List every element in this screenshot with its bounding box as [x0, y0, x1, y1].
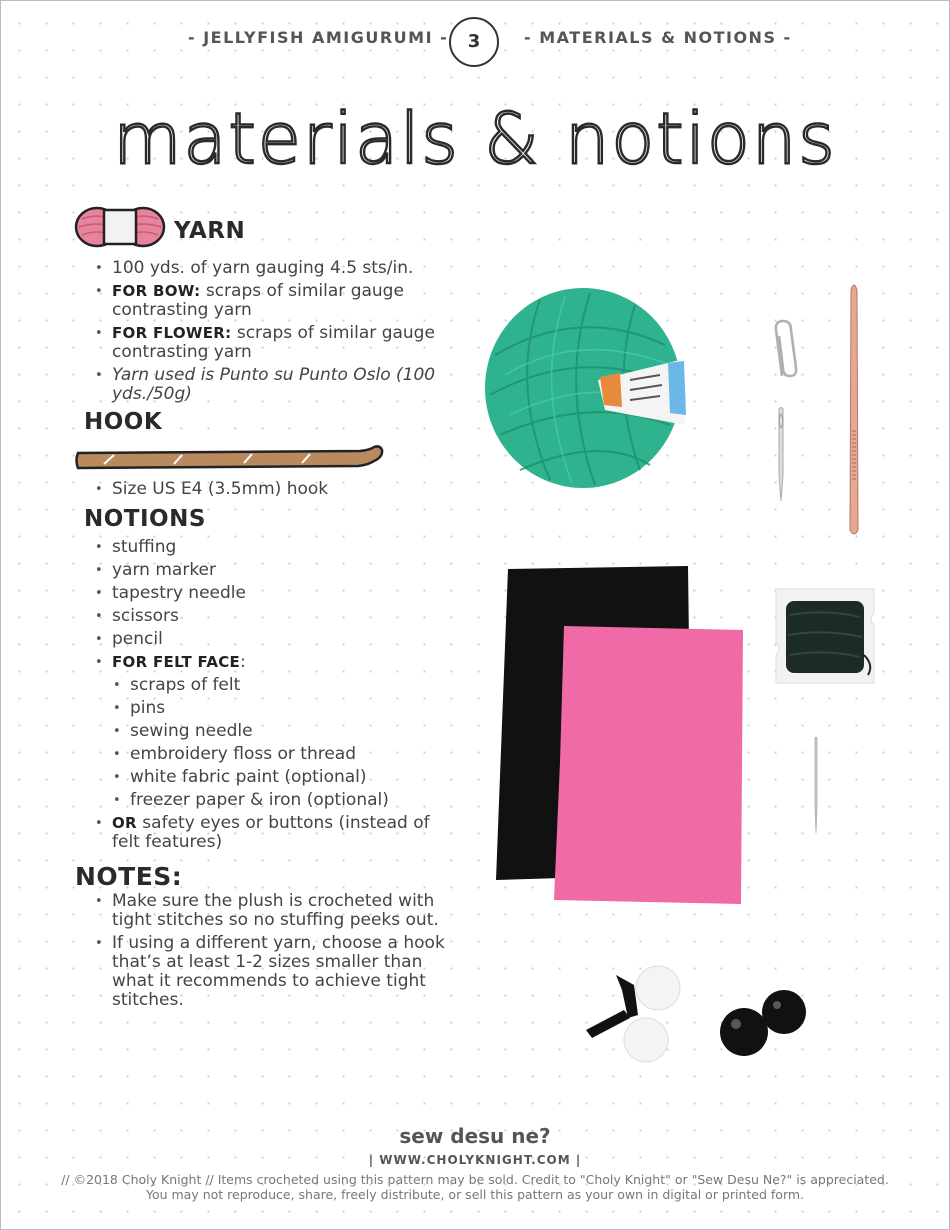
or-label: OR: [112, 814, 137, 832]
notes-list: [86, 892, 456, 1014]
list-item: [86, 324, 456, 362]
yarn-skein-icon: [74, 205, 166, 249]
yarn-ball-photo: [480, 285, 700, 500]
list-item: • freezer paper & iron (optional): [86, 791, 456, 810]
footer-copyright: [0, 1172, 950, 1202]
sewing-needle-photo: [810, 735, 822, 835]
list-item: • stuffing: [86, 538, 456, 557]
embroidery-floss-photo: [770, 585, 880, 687]
tapestry-needle-photo: [774, 405, 788, 503]
list-item: • sewing needle: [86, 722, 456, 741]
yarn-item-text: 100 yds. of yarn gauging 4.5 sts/in.: [112, 258, 414, 278]
page-number: 3: [449, 17, 499, 67]
list-item: • If using a different yarn, choose a hook that’s at least 1-2 sizes smaller than what it recommends to achieve tight stitches.: [86, 934, 456, 1010]
copyright-line-2: You may not reproduce, share, freely distribute, or sell this pattern as your own in digital or printed form.: [145, 1187, 805, 1202]
header-pattern-name: - JELLYFISH AMIGURUMI -: [188, 28, 449, 47]
crochet-hook-icon: [74, 444, 386, 474]
list-item: [86, 653, 456, 672]
list-item: • white fabric paint (optional): [86, 768, 456, 787]
notions-heading: NOTIONS: [84, 506, 206, 532]
hook-heading: HOOK: [84, 409, 163, 435]
felt-face-colon: :: [240, 652, 246, 672]
list-item: • embroidery floss or thread: [86, 745, 456, 764]
yarn-item-label: FOR BOW:: [112, 282, 201, 300]
pink-felt-photo: [548, 622, 748, 906]
list-item: • scissors: [86, 607, 456, 626]
crochet-hook-photo: [842, 280, 866, 540]
notions-list: [86, 538, 456, 856]
list-item: [86, 282, 456, 320]
notes-heading: NOTES:: [75, 862, 183, 891]
list-item: • Size US E4 (3.5mm) hook: [86, 480, 456, 499]
footer-brand: sew desu ne?: [399, 1124, 551, 1148]
yarn-item-text: Yarn used is Punto su Punto Oslo (100 yds./50g): [112, 365, 436, 404]
yarn-list: [86, 259, 456, 408]
yarn-heading: YARN: [174, 218, 246, 244]
list-item: • pencil: [86, 630, 456, 649]
header-section-name: - MATERIALS & NOTIONS -: [524, 28, 792, 47]
list-item: • yarn marker: [86, 561, 456, 580]
yarn-item-text: scraps of similar gauge contrasting yarn: [112, 281, 404, 320]
safety-eyes-photo: [576, 960, 816, 1065]
list-item: • scraps of felt: [86, 676, 456, 695]
yarn-item-label: FOR FLOWER:: [112, 324, 232, 342]
felt-face-label: FOR FELT FACE: [112, 653, 241, 671]
copyright-line-1: // ©2018 Choly Knight // Items crocheted using this pattern may be sold. Credit to "Choly Knight" or "Sew Desu Ne?" is appreciated.: [61, 1172, 889, 1187]
list-item: • tapestry needle: [86, 584, 456, 603]
list-item: [86, 366, 456, 404]
hook-list: [86, 480, 456, 503]
yarn-item-text: scraps of similar gauge contrasting yarn: [112, 323, 435, 362]
list-item: • pins: [86, 699, 456, 718]
or-text: safety eyes or buttons (instead of felt features): [112, 813, 430, 852]
paperclip-photo: [770, 318, 804, 382]
footer-url: | WWW.CHOLYKNIGHT.COM |: [368, 1153, 582, 1167]
list-item: [86, 814, 456, 852]
list-item: • Make sure the plush is crocheted with tight stitches so no stuffing peeks out.: [86, 892, 456, 930]
page-title: materials & notions: [113, 98, 837, 180]
list-item: [86, 259, 456, 278]
